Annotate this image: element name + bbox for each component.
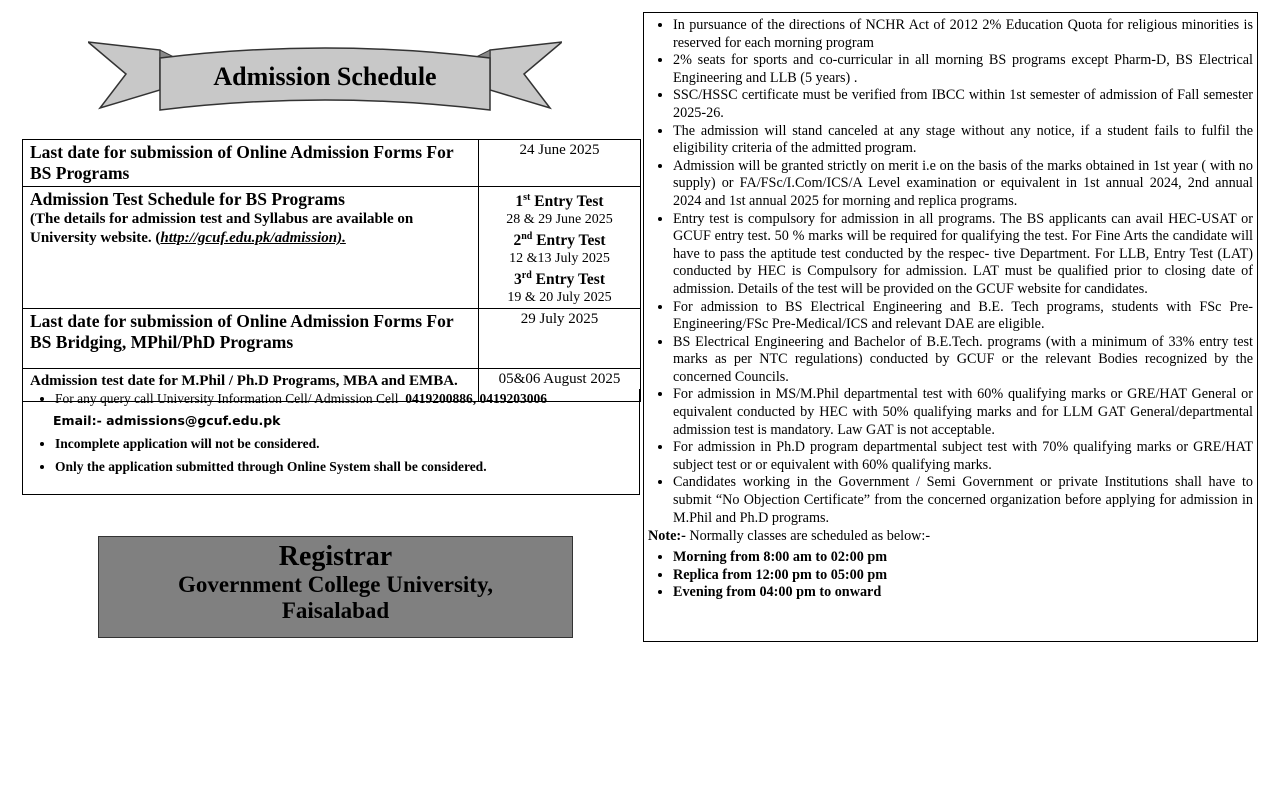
table-row [23,187,641,309]
list-item: • The admission will stand canceled at any stage without any notice, if a student fails to fulfil the eligibility criteria of the admitted program. [673,123,1253,158]
list-item: • Morning from 8:00 am to 02:00 pm [673,549,1253,567]
list-item: • 2% seats for sports and co-curricular in all morning BS programs except Pharm-D, BS Electrical Engineering and LLB (5 years) . [673,52,1253,87]
list-item: • BS Electrical Engineering and Bachelor of B.E.Tech. programs (with a minimum of 33% entry test marks as per NTC regulations) conducted by GCUF or the relevant Bodies recognized by the concerned Councils. [673,334,1253,387]
entry-test-3-title: 3rd Entry Test [514,270,605,289]
list-item: • Candidates working in the Government / Semi Government or private Institutions shall have to submit “No Objection Certificate” from the concerned organization before applying for admission in M.Phil and Ph.D programs. [673,474,1253,527]
list-item: • Incomplete application will not be considered. [55,436,639,451]
mphil-form-deadline-label: Last date for submission of Online Admission Forms For BS Bridging, MPhil/PhD Programs [30,311,454,353]
page-title: Admission Schedule [213,62,437,91]
table-row [23,309,641,369]
registrar-title: Registrar [278,541,393,572]
mphil-test-date: 05&06 August 2025 [479,369,641,402]
contact-notes-box [22,389,640,495]
email-address[interactable]: Email:- admissions@gcuf.edu.pk [53,413,281,428]
entry-test-1-date: 28 & 29 June 2025 [506,212,613,228]
bs-form-deadline-label: Last date for submission of Online Admission Forms For BS Programs [30,142,454,183]
list-item: • For admission in MS/M.Phil departmental test with 60% qualifying marks or GRE/HAT General or equivalent conducted by HEC with 50% qualifying marks and for LLM GAT General/departmental admission test is mandatory. Law GAT is not acceptable. [673,386,1253,439]
entry-tests-cell [479,187,641,309]
list-item: • Replica from 12:00 pm to 05:00 pm [673,567,1253,585]
list-item: • SSC/HSSC certificate must be verified from IBCC within 1st semester of admission of Fall semester 2025-26. [673,87,1253,122]
registrar-line-2: Faisalabad [281,598,390,623]
test-schedule-note: (The details for admission test and Syllabus are available on University website. (http://gcuf.edu.pk/admission). [30,211,414,246]
list-item: • Evening from 04:00 pm to onward [673,584,1253,602]
class-timings-list [644,545,1257,602]
list-item: • Only the application submitted through Online System shall be considered. [55,459,639,474]
entry-test-2-title: 2nd Entry Test [513,231,606,250]
university-website-link[interactable]: http://gcuf.edu.pk/admission). [160,230,346,246]
mphil-form-deadline-date: 29 July 2025 [479,309,641,369]
admission-rules-box [643,12,1258,642]
mphil-test-date-label: Admission test date for M.Phil / Ph.D Programs, MBA and EMBA. [30,373,458,390]
note-line: Note:- Normally classes are scheduled as below:- [648,528,931,545]
table-row [23,140,641,187]
phone-numbers[interactable]: 0419200886, 0419203006 [405,391,547,406]
rules-list [644,13,1257,527]
list-item: • Admission will be granted strictly on merit i.e on the basis of the marks obtained in 1st year ( with no supply) or FA/FSc/I.Com/ICS/A Level examination or equivalent in 1st annual 2024, 2nd annual 2024 and 1st annual 2025 for morning and replica programs. [673,158,1253,211]
registrar-line-1: Government College University, [178,572,493,597]
list-item: • For admission in Ph.D program departmental subject test with 70% qualifying marks or GRE/HAT subject test or or equivalent with 60% qualifying marks. [673,439,1253,474]
list-item: • Entry test is compulsory for admission in all programs. The BS applicants can avail HEC-USAT or GCUF entry test. 50 % marks will be required for qualifying the test. For Fine Arts the candidate will have to pass the aptitude test conducted by the respec- tive Department. For LLB, Entry Test (LAT) conducted by HEC is Compulsory for admission. LAT must be qualified prior to closing date of admission. Details of the test will be provided on the GCUF website for candidates. [673,211,1253,299]
test-schedule-title: Admission Test Schedule for BS Programs [30,189,345,209]
entry-test-1-title: 1st Entry Test [515,192,604,211]
note-label: Note:- [648,528,686,545]
registrar-box [98,536,573,638]
list-item: • For admission to BS Electrical Engineering and B.E. Tech programs, students with FSc Pre-Engineering/FSc Pre-Medical/ICS and relevant DAE are eligible. [673,299,1253,334]
list-item: • In pursuance of the directions of NCHR Act of 2012 2% Education Quota for religious minorities is reserved for each morning program [673,17,1253,52]
entry-test-2-date: 12 &13 July 2025 [509,251,610,267]
entry-test-3-date: 19 & 20 July 2025 [507,290,612,306]
bs-form-deadline-date: 24 June 2025 [479,140,641,187]
schedule-table [22,139,641,402]
list-item: • For any query call University Information Cell/ Admission Cell 0419200886, 0419203006 Email:- admissions@gcuf.edu.pk [55,391,639,428]
